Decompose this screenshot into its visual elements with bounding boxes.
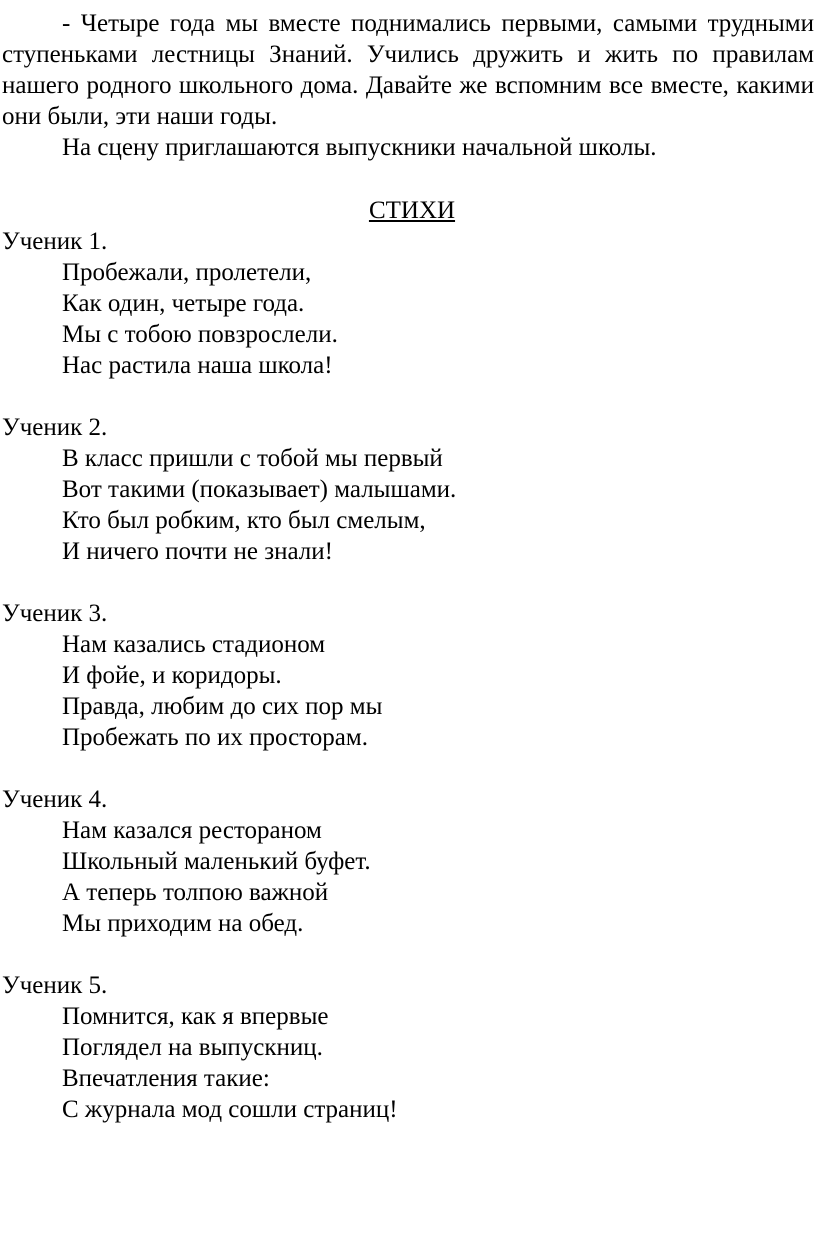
poem-line: Нам казались стадионом [62,631,326,658]
poems-section [2,226,814,1125]
intro-section [2,8,814,163]
section-heading: СТИХИ [368,197,456,224]
speaker-label: Ученик 4. [2,786,108,813]
poem-line: И ничего почти не знали! [62,538,333,565]
poem-line: Как один, четыре года. [62,290,305,317]
poem-line: В класс пришли с тобой мы первый [62,445,443,472]
speaker-label: Ученик 1. [2,228,108,255]
poem-line: Мы с тобою повзрослели. [62,321,338,348]
poem-line: Школьный маленький буфет. [62,848,371,875]
intro-paragraph: На сцену приглашаются выпускники начальной школы. [62,134,657,161]
poem-line: Мы приходим на обед. [62,910,304,937]
poem-line: Пробежать по их просторам. [62,724,368,751]
poem-line: А теперь толпою важной [62,879,329,906]
speaker-label: Ученик 5. [2,972,108,999]
poem-line: И фойе, и коридоры. [62,662,282,689]
poem-line: Впечатления такие: [62,1065,270,1092]
poem-line: Пробежали, пролетели, [62,259,312,286]
stanza-student-5 [2,970,814,1125]
poem-line: С журнала мод сошли страниц! [62,1096,398,1123]
speaker-label: Ученик 2. [2,414,108,441]
stanza-student-4 [2,784,814,939]
stanza-student-2 [2,412,814,567]
poem-line: Правда, любим до сих пор мы [62,693,383,720]
speaker-label: Ученик 3. [2,600,108,627]
intro-paragraph: - Четыре года мы вместе поднимались первыми, самыми трудными ступеньками лестницы Знаний. Учились дружить и жить по правилам нашего родного школьного дома. Давайте же вспомним все вместе, какими они были, эти наши годы. [2,10,814,130]
poem-line: Нас растила наша школа! [62,352,333,379]
poem-line: Вот такими (показывает) малышами. [62,476,457,503]
poem-line: Нам казался рестораном [62,817,322,844]
poem-line: Помнится, как я впервые [62,1003,329,1030]
stanza-student-3 [2,598,814,753]
stanza-student-1 [2,226,814,381]
poem-line: Кто был робким, кто был смелым, [62,507,426,534]
poem-line: Поглядел на выпускниц. [62,1034,323,1061]
document-page [2,8,814,1125]
